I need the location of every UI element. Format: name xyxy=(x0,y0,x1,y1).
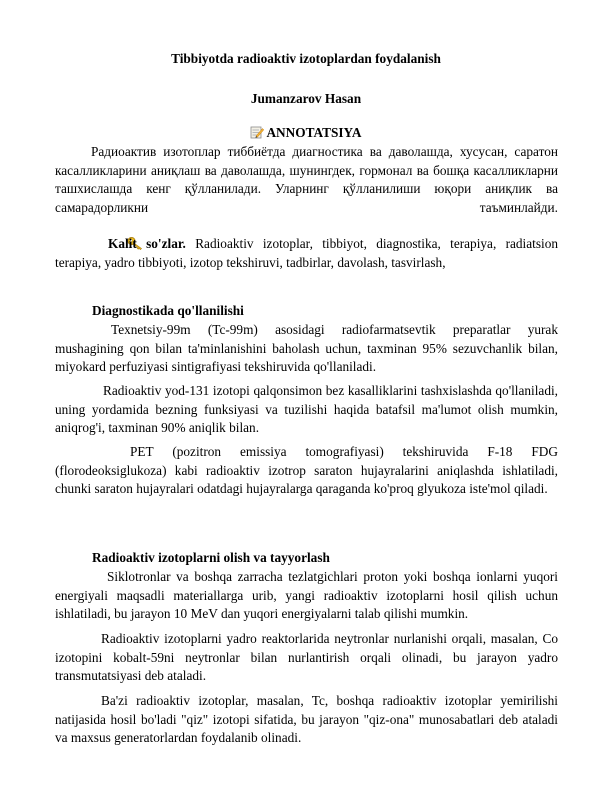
section-heading-diagnostics: Diagnostikada qo'llanilishi xyxy=(92,303,244,318)
section2-paragraph-2: Radioaktiv izotoplarni yadro reaktorlarida neytronlar nurlanishi orqali, masalan, Co izotopini kobalt-59ni neytronlar bilan nurlantirish orqali olinadi, bu jarayon yadro transmutatsiyasi deb ataladi. xyxy=(55,631,558,684)
keywords-text: Radioaktiv izotoplar, tibbiyot, diagnostika, terapiya, radiatsion terapiya, yadro tibbiyoti, izotop tekshiruvi, tadbirlar, davolash, tasvirlash, xyxy=(55,236,559,270)
section-heading-production: Radioaktiv izotoplarni olish va tayyorlash xyxy=(92,550,330,565)
keywords-label: Kalit so'zlar. xyxy=(108,236,186,251)
annotation-heading-row xyxy=(0,124,612,143)
section2-paragraph-1: Siklotronlar va boshqa zarracha tezlatgichlari proton yoki boshqa ionlarni yuqori energiyali maqsadli materiallarga urib, yangi radioaktiv izotoplarni hosil qilish uchun ishlatiladi, bu jarayon 10 MeV dan yuqori energiyalarni talab qilishi mumkin. xyxy=(55,569,558,622)
memo-pencil-icon xyxy=(250,125,264,139)
section2-paragraph-3: Ba'zi radioaktiv izotoplar, masalan, Tc, boshqa radioaktiv izotoplar yemirilishi natijasida hosil bo'ladi "qiz" izotopi sifatida, bu jarayon "qiz-ona" munosabatlari deb ataladi va maxsus generatorlardan foydalanib olinadi. xyxy=(55,693,558,746)
section1-paragraph-3: PET (pozitron emissiya tomografiyasi) tekshiruvida F-18 FDG (florodeoksiglukoza) kabi radioaktiv izotrop saraton hujayralarini aniqlashda ishlatiladi, chunki saraton hujayralari odatdagi hujayralarga qaraganda ko'proq glyukoza iste'mol qiladi. xyxy=(55,444,558,497)
section1-paragraph-2: Radioaktiv yod-131 izotopi qalqonsimon bez kasalliklarini tashxislashda qo'llaniladi, uning yordamida bezning funksiyasi va tuzilishi haqida batafsil ma'lumot olish mumkin, aniqrog'i, taxminan 90% aniqlik bilan. xyxy=(55,383,558,436)
paper-title: Tibbiyotda radioaktiv izotoplardan foydalanish xyxy=(171,51,441,66)
annotation-heading: ANNOTATSIYA xyxy=(266,125,362,140)
key-icon xyxy=(91,236,107,250)
author-name: Jumanzarov Hasan xyxy=(250,91,362,106)
section1-paragraph-1: Texnetsiy-99m (Tc-99m) asosidagi radiofarmatsevtik preparatlar yurak mushagining qon bilan ta'minlanishini baholash uchun, taxminan 95% sezuvchanlik bilan, miyokard perfuziyasi sintigrafiyasi tekshiruvida qo'llaniladi. xyxy=(55,322,558,375)
keywords-paragraph xyxy=(55,235,558,272)
annotation-text: Радиоактив изотоплар тиббиётда диагностика ва даволашда, хусусан, саратон касалликларини аниқлаш ва даволашда, шунингдек, гормонал ва бошқа касалликларни ташхислашда кенг қўлланилади. Уларнинг қўлланилиши юқори аниқлик ва самарадорликни таъминлайди. xyxy=(55,144,558,215)
